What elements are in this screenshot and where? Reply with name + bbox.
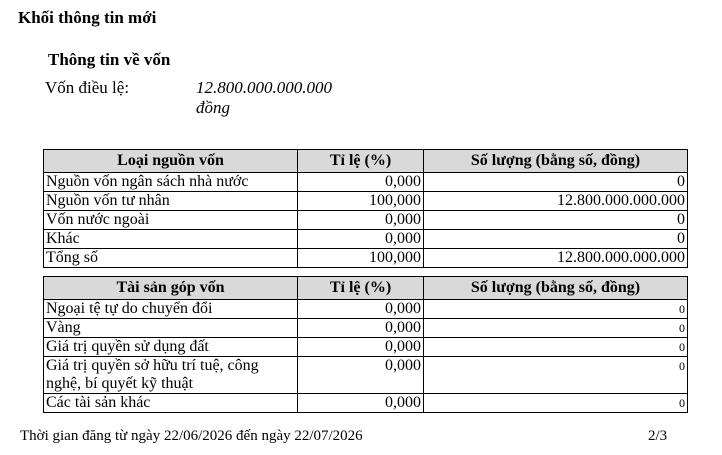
section-title: Thông tin về vốn — [48, 50, 171, 69]
row-ratio: 0,000 — [298, 230, 424, 249]
column-header-source-type: Loại nguồn vốn — [44, 150, 298, 173]
page-number: 2/3 — [648, 428, 668, 444]
posting-period: Thời gian đăng từ ngày 22/06/2026 đến ngày 22/07/2026 — [20, 428, 363, 444]
row-amount: 0 — [424, 211, 688, 230]
capital-sources-table — [43, 149, 688, 268]
row-name: Giá trị quyền sở hữu trí tuệ, công nghệ, bí quyết kỹ thuật — [44, 357, 298, 394]
table-row — [44, 173, 688, 192]
block-title: Khối thông tin mới — [18, 8, 157, 27]
table-row — [44, 211, 688, 230]
table-row — [44, 192, 688, 211]
row-ratio: 100,000 — [298, 249, 424, 268]
row-amount: 0 — [424, 173, 688, 192]
row-name: Vốn nước ngoài — [44, 211, 298, 230]
table-row — [44, 394, 688, 413]
row-ratio: 0,000 — [298, 300, 424, 319]
row-ratio: 0,000 — [298, 338, 424, 357]
row-ratio: 0,000 — [298, 211, 424, 230]
row-name: Giá trị quyền sử dụng đất — [44, 338, 298, 357]
table-row — [44, 230, 688, 249]
row-name: Nguồn vốn ngân sách nhà nước — [44, 173, 298, 192]
row-ratio: 0,000 — [298, 319, 424, 338]
column-header-amount: Số lượng (bằng số, đồng) — [424, 277, 688, 300]
row-amount: 0 — [424, 357, 688, 394]
row-amount: 0 — [424, 230, 688, 249]
row-amount: 0 — [424, 319, 688, 338]
charter-capital-value: 12.800.000.000.000 đồng — [196, 78, 332, 117]
row-amount: 0 — [424, 338, 688, 357]
row-amount: 0 — [424, 300, 688, 319]
table-row — [44, 357, 688, 394]
row-name: Tổng số — [44, 249, 298, 268]
column-header-ratio: Tỉ lệ (%) — [298, 277, 424, 300]
column-header-amount: Số lượng (bằng số, đồng) — [424, 150, 688, 173]
row-amount: 12.800.000.000.000 — [424, 249, 688, 268]
column-header-asset-type: Tài sản góp vốn — [44, 277, 298, 300]
row-ratio: 0,000 — [298, 357, 424, 394]
table-row — [44, 319, 688, 338]
contributed-assets-table — [43, 276, 688, 413]
row-name: Khác — [44, 230, 298, 249]
table-header-row — [44, 277, 688, 300]
table-header-row — [44, 150, 688, 173]
row-ratio: 0,000 — [298, 173, 424, 192]
column-header-ratio: Tỉ lệ (%) — [298, 150, 424, 173]
row-amount: 12.800.000.000.000 — [424, 192, 688, 211]
charter-capital-label: Vốn điều lệ: — [45, 78, 130, 97]
row-ratio: 100,000 — [298, 192, 424, 211]
table-row-total — [44, 249, 688, 268]
row-ratio: 0,000 — [298, 394, 424, 413]
row-name: Ngoại tệ tự do chuyển đổi — [44, 300, 298, 319]
table-row — [44, 338, 688, 357]
row-name: Nguồn vốn tư nhân — [44, 192, 298, 211]
row-amount: 0 — [424, 394, 688, 413]
table-row — [44, 300, 688, 319]
row-name: Các tài sản khác — [44, 394, 298, 413]
row-name: Vàng — [44, 319, 298, 338]
